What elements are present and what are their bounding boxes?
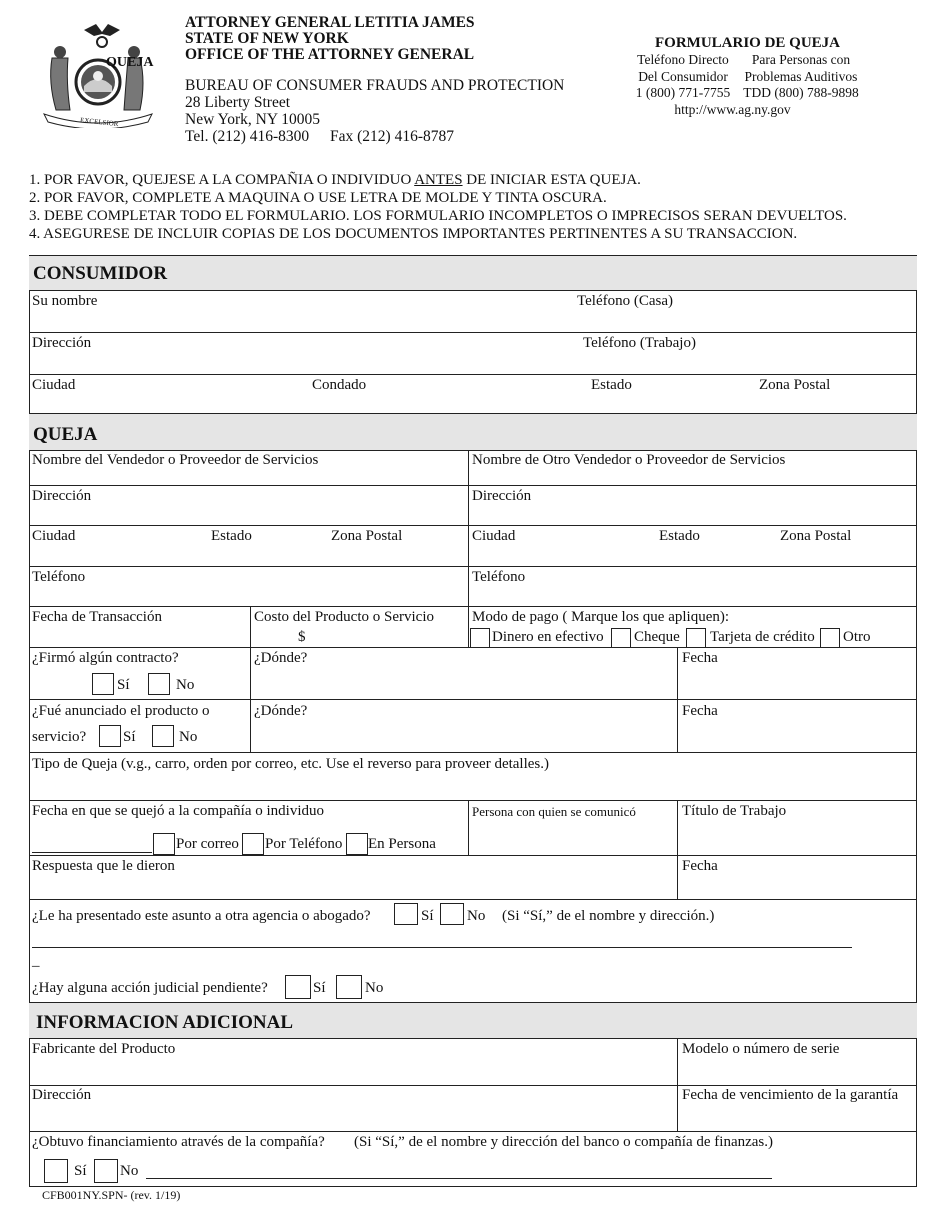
pending-no-label: No xyxy=(365,980,384,996)
other-vendor-state-field[interactable]: Estado xyxy=(659,528,700,544)
hotline-line-2: Del Consumidor xyxy=(638,68,728,84)
vendor-address-field[interactable]: Dirección xyxy=(32,488,92,504)
complained-date-field[interactable] xyxy=(32,852,152,853)
consumer-county-field[interactable]: Condado xyxy=(312,377,367,393)
cost-field-label: Costo del Producto o Servicio xyxy=(254,609,434,625)
vendor-name-field[interactable]: Nombre del Vendedor o Proveedor de Servicios xyxy=(32,452,319,468)
advertised-question-line1: ¿Fué anunciado el producto o xyxy=(32,703,210,719)
contract-question: ¿Firmó algún contracto? xyxy=(32,650,179,666)
job-title-field[interactable]: Título de Trabajo xyxy=(682,803,787,819)
consumer-city-field[interactable]: Ciudad xyxy=(32,377,76,393)
other-agency-details-dash: – xyxy=(32,958,40,974)
payment-other-checkbox[interactable] xyxy=(820,628,840,648)
additional-section-header xyxy=(29,1002,917,1039)
office-name: OFFICE OF THE ATTORNEY GENERAL xyxy=(185,46,475,63)
complaint-section-header xyxy=(29,413,917,451)
manufacturer-field[interactable]: Fabricante del Producto xyxy=(32,1041,176,1057)
warranty-expiry-field[interactable]: Fecha de vencimiento de la garantía xyxy=(682,1087,899,1103)
instruction-1 xyxy=(29,171,641,190)
other-vendor-name-field[interactable]: Nombre de Otro Vendedor o Proveedor de Servicios xyxy=(472,452,786,468)
hearing-impaired-label xyxy=(736,52,866,102)
state-name: STATE OF NEW YORK xyxy=(185,30,349,47)
in-person-label: En Persona xyxy=(368,836,436,852)
instruction-1-pre: 1. POR FAVOR, QUEJESE A LA COMPAÑIA O INDIVIDUO xyxy=(29,172,415,188)
pending-yes-label: Sí xyxy=(313,980,326,996)
instruction-1-emphasis: ANTES xyxy=(414,172,463,188)
payment-cash-label: Dinero en efectivo xyxy=(492,629,604,645)
contract-no-checkbox[interactable] xyxy=(148,673,170,695)
seal-icon xyxy=(40,22,164,128)
instruction-1-post: DE INICIAR ESTA QUEJA. xyxy=(462,172,641,188)
vendor-zip-field[interactable]: Zona Postal xyxy=(331,528,403,544)
contract-yes-label: Sí xyxy=(117,677,130,693)
hearing-line-1: Para Personas con xyxy=(751,52,851,67)
office-fax: Fax (212) 416-8787 xyxy=(330,128,454,145)
payment-check-label: Cheque xyxy=(634,629,680,645)
contract-yes-checkbox[interactable] xyxy=(92,673,114,695)
consumer-section-header xyxy=(29,255,917,291)
seal-label: QUEJA xyxy=(106,55,154,70)
response-date-field[interactable]: Fecha xyxy=(682,858,718,874)
payment-cash-checkbox[interactable] xyxy=(470,628,490,648)
financing-details-field[interactable] xyxy=(146,1178,772,1179)
manufacturer-address-field[interactable]: Dirección xyxy=(32,1087,92,1103)
other-vendor-city-field[interactable]: Ciudad xyxy=(472,528,516,544)
seal-motto: EXCELSIOR xyxy=(79,116,119,128)
contract-where-field[interactable]: ¿Dónde? xyxy=(254,650,308,666)
by-mail-checkbox[interactable] xyxy=(153,833,175,855)
other-agency-details-field[interactable] xyxy=(32,947,852,948)
financing-yes-checkbox[interactable] xyxy=(44,1159,68,1183)
form-code: CFB001NY.SPN- (rev. 1/19) xyxy=(42,1188,181,1202)
payment-method-label: Modo de pago ( Marque los que apliquen): xyxy=(472,609,730,625)
other-agency-yes-checkbox[interactable] xyxy=(394,903,418,925)
advertised-yes-checkbox[interactable] xyxy=(99,725,121,747)
advertised-where-field[interactable]: ¿Dónde? xyxy=(254,703,308,719)
pending-no-checkbox[interactable] xyxy=(336,975,362,999)
by-phone-label: Por Teléfono xyxy=(265,836,343,852)
vendor-phone-field[interactable]: Teléfono xyxy=(32,569,86,585)
financing-yes-label: Sí xyxy=(74,1163,87,1179)
instruction-2: 2. POR FAVOR, COMPLETE A MAQUINA O USE LETRA DE MOLDE Y TINTA OSCURA. xyxy=(29,190,607,206)
in-person-checkbox[interactable] xyxy=(346,833,368,855)
complaint-type-field[interactable]: Tipo de Queja (v.g., carro, orden por correo, etc. Use el reverso para proveer detalles.) xyxy=(32,756,550,772)
consumer-name-field[interactable]: Su nombre xyxy=(32,293,98,309)
hotline-line-1: Teléfono Directo xyxy=(637,52,729,67)
other-agency-note: (Si “Sí,” de el nombre y dirección.) xyxy=(502,908,715,924)
model-serial-field[interactable]: Modelo o número de serie xyxy=(682,1041,840,1057)
by-mail-label: Por correo xyxy=(176,836,239,852)
instruction-4: 4. ASEGURESE DE INCLUIR COPIAS DE LOS DOCUMENTOS IMPORTANTES PERTINENTES A SU TRANSACCION. xyxy=(29,226,798,242)
other-vendor-phone-field[interactable]: Teléfono xyxy=(472,569,526,585)
hotline-label xyxy=(628,52,738,102)
additional-section-title: INFORMACION ADICIONAL xyxy=(36,1012,294,1033)
pending-action-question: ¿Hay alguna acción judicial pendiente? xyxy=(32,980,268,996)
advertised-question-line2: servicio? xyxy=(32,729,87,745)
contact-person-field[interactable]: Persona con quien se comunicó xyxy=(472,804,636,819)
financing-note: (Si “Sí,” de el nombre y dirección del banco o compañía de finanzas.) xyxy=(354,1134,774,1150)
form-title: FORMULARIO DE QUEJA xyxy=(655,35,841,51)
bureau-name: BUREAU OF CONSUMER FRAUDS AND PROTECTION xyxy=(185,77,565,94)
tdd-number: TDD (800) 788-9898 xyxy=(743,85,859,100)
advertised-no-checkbox[interactable] xyxy=(152,725,174,747)
consumer-section-title: CONSUMIDOR xyxy=(33,263,168,284)
street-address: 28 Liberty Street xyxy=(185,94,291,111)
advertised-no-label: No xyxy=(179,729,198,745)
pending-yes-checkbox[interactable] xyxy=(285,975,311,999)
advertised-date-field[interactable]: Fecha xyxy=(682,703,718,719)
hearing-line-2: Problemas Auditivos xyxy=(744,68,858,84)
cost-field[interactable]: $ xyxy=(298,629,306,645)
state-seal xyxy=(40,22,164,128)
payment-check-checkbox[interactable] xyxy=(611,628,631,648)
payment-card-checkbox[interactable] xyxy=(686,628,706,648)
vendor-state-field[interactable]: Estado xyxy=(211,528,252,544)
hotline-number: 1 (800) 771-7755 xyxy=(635,85,731,100)
instruction-3: 3. DEBE COMPLETAR TODO EL FORMULARIO. LOS FORMULARIO INCOMPLETOS O IMPRECISOS SERAN DEVUELTOS. xyxy=(29,208,847,224)
other-agency-yes-label: Sí xyxy=(421,908,434,924)
office-phone: Tel. (212) 416-8300 xyxy=(185,128,310,145)
attorney-general-name: ATTORNEY GENERAL LETITIA JAMES xyxy=(185,14,475,31)
other-agency-question: ¿Le ha presentado este asunto a otra agencia o abogado? xyxy=(32,908,371,924)
financing-no-label: No xyxy=(120,1163,139,1179)
consumer-zip-field[interactable]: Zona Postal xyxy=(759,377,831,393)
website-link[interactable]: http://www.ag.ny.gov xyxy=(674,102,791,117)
consumer-state-field[interactable]: Estado xyxy=(591,377,632,393)
consumer-work-phone-field[interactable]: Teléfono (Trabajo) xyxy=(583,335,696,351)
city-address: New York, NY 10005 xyxy=(185,111,321,128)
vendor-city-field[interactable]: Ciudad xyxy=(32,528,76,544)
financing-question: ¿Obtuvo financiamiento através de la compañía? xyxy=(32,1134,325,1150)
payment-other-label: Otro xyxy=(843,629,871,645)
contract-no-label: No xyxy=(176,677,195,693)
by-phone-checkbox[interactable] xyxy=(242,833,264,855)
financing-no-checkbox[interactable] xyxy=(94,1159,118,1183)
payment-card-label: Tarjeta de crédito xyxy=(710,629,815,645)
other-vendor-address-field[interactable]: Dirección xyxy=(472,488,532,504)
consumer-address-field[interactable]: Dirección xyxy=(32,335,92,351)
consumer-home-phone-field[interactable]: Teléfono (Casa) xyxy=(577,293,673,309)
transaction-date-field[interactable]: Fecha de Transacción xyxy=(32,609,162,625)
complained-date-label: Fecha en que se quejó a la compañía o individuo xyxy=(32,803,324,819)
other-agency-no-checkbox[interactable] xyxy=(440,903,464,925)
contract-date-field[interactable]: Fecha xyxy=(682,650,718,666)
complaint-section-title: QUEJA xyxy=(33,424,98,445)
other-vendor-zip-field[interactable]: Zona Postal xyxy=(780,528,852,544)
other-agency-no-label: No xyxy=(467,908,486,924)
response-field[interactable]: Respuesta que le dieron xyxy=(32,858,175,874)
advertised-yes-label: Sí xyxy=(123,729,136,745)
